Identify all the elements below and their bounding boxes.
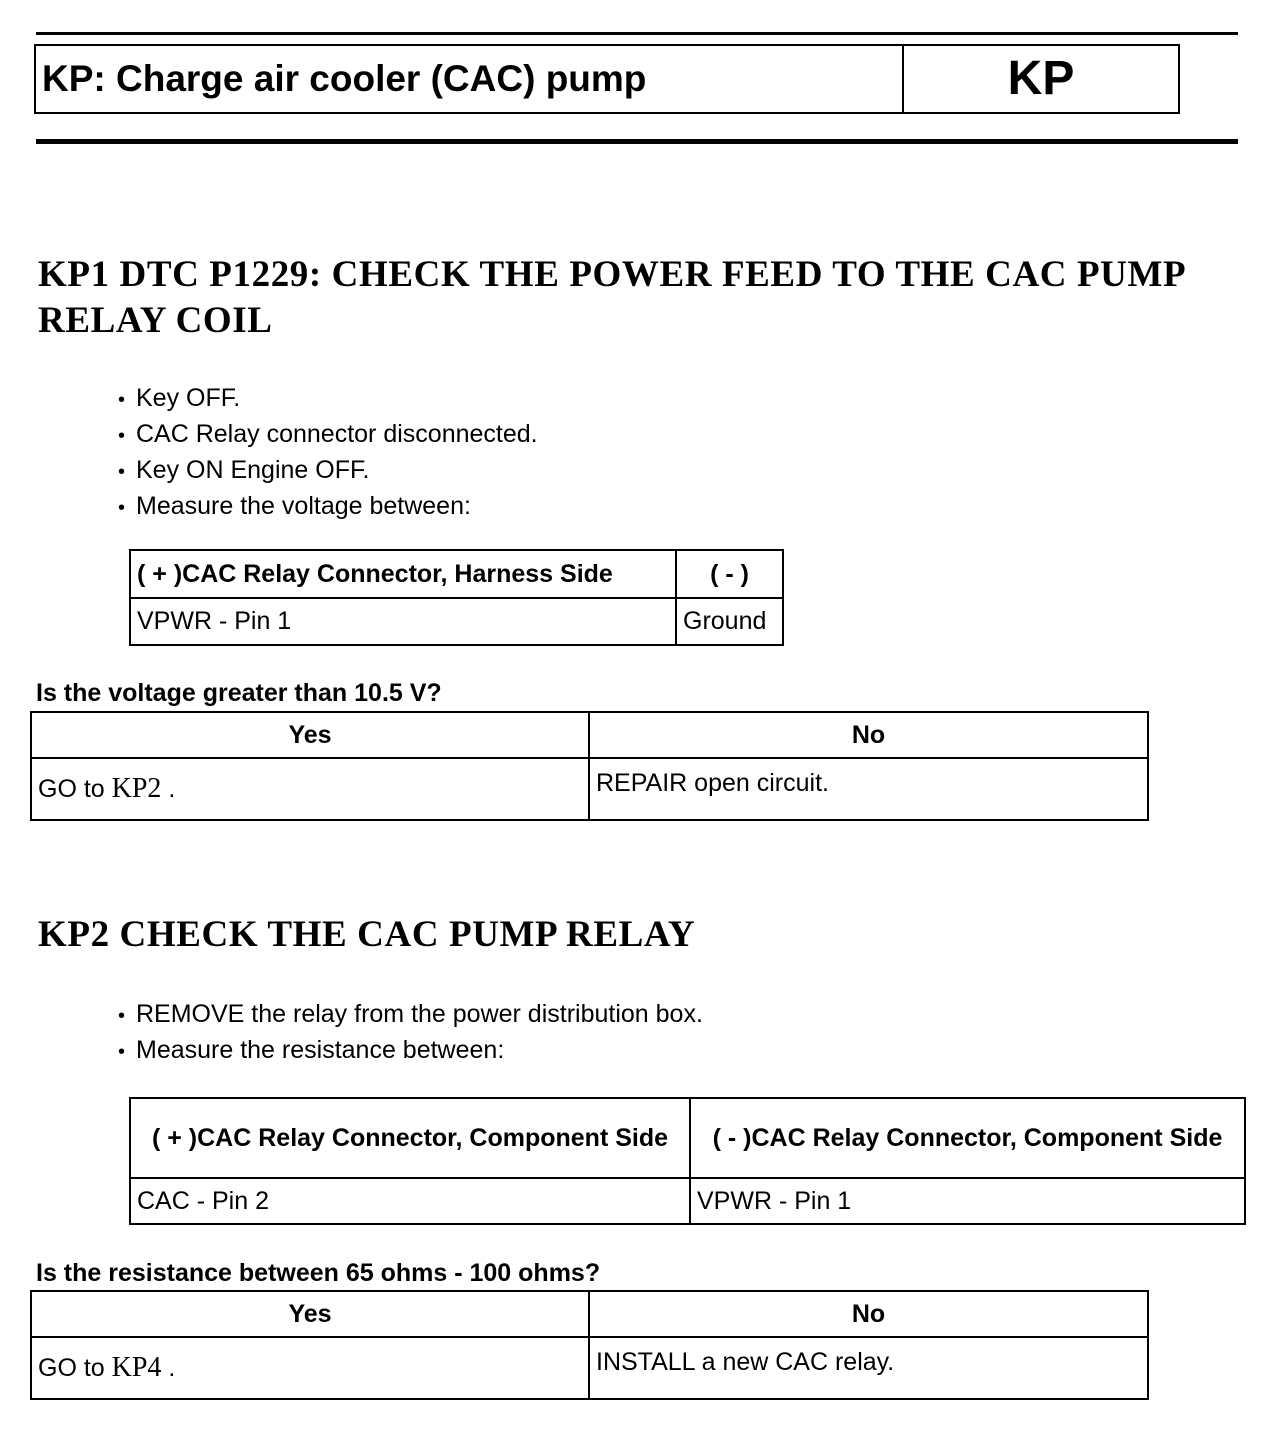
kp1-yes-action xyxy=(31,758,589,820)
kp1-no-action: REPAIR open circuit. xyxy=(589,758,1148,820)
kp2-yes-header: Yes xyxy=(31,1291,589,1337)
page-title: KP: Charge air cooler (CAC) pump xyxy=(36,46,904,112)
kp1-answer-table xyxy=(30,711,1149,821)
kp1-measurement-table xyxy=(129,549,784,646)
kp1-title-line2: RELAY COIL xyxy=(38,300,273,341)
kp1-title xyxy=(38,252,1186,344)
kp2-title: KP2 CHECK THE CAC PUMP RELAY xyxy=(38,914,696,955)
kp1-question: Is the voltage greater than 10.5 V? xyxy=(36,679,442,707)
kp2-no-header: No xyxy=(589,1291,1148,1337)
kp2-instructions xyxy=(118,997,703,1069)
kp2-link[interactable]: KP2 xyxy=(111,773,162,804)
kp1-positive-header: ( + )CAC Relay Connector, Harness Side xyxy=(130,550,676,598)
kp1-instruction: • CAC Relay connector disconnected. xyxy=(118,417,538,453)
kp2-negative-value: VPWR - Pin 1 xyxy=(690,1178,1245,1224)
kp1-no-header: No xyxy=(589,712,1148,758)
kp2-instruction: • Measure the resistance between: xyxy=(118,1033,703,1069)
kp1-negative-header: ( - ) xyxy=(676,550,783,598)
kp1-instruction: • Key ON Engine OFF. xyxy=(118,453,538,489)
kp2-yes-prefix: GO to xyxy=(38,1354,105,1382)
kp1-instructions xyxy=(118,381,538,525)
section-code: KP xyxy=(1007,52,1075,105)
kp2-positive-header: ( + )CAC Relay Connector, Component Side xyxy=(130,1098,690,1178)
kp1-negative-value: Ground xyxy=(676,598,783,645)
kp2-positive-value: CAC - Pin 2 xyxy=(130,1178,690,1224)
kp2-negative-header: ( - )CAC Relay Connector, Component Side xyxy=(690,1098,1245,1178)
page-header xyxy=(34,44,1180,114)
header-bottom-rule xyxy=(36,139,1238,144)
kp2-no-action: INSTALL a new CAC relay. xyxy=(589,1337,1148,1399)
kp1-yes-suffix: . xyxy=(168,775,176,803)
kp1-yes-header: Yes xyxy=(31,712,589,758)
kp2-answer-table xyxy=(30,1290,1149,1400)
top-rule xyxy=(36,32,1238,35)
kp2-yes-action xyxy=(31,1337,589,1399)
kp2-yes-suffix: . xyxy=(168,1354,176,1382)
kp2-question: Is the resistance between 65 ohms - 100 ohms? xyxy=(36,1259,601,1287)
kp1-instruction: • Key OFF. xyxy=(118,381,538,417)
kp1-title-line1: KP1 DTC P1229: CHECK THE POWER FEED TO THE CAC PUMP xyxy=(38,254,1187,295)
kp4-link[interactable]: KP4 xyxy=(111,1352,162,1383)
kp2-instruction: • REMOVE the relay from the power distribution box. xyxy=(118,997,703,1033)
kp2-measurement-table xyxy=(129,1097,1246,1225)
kp1-yes-prefix: GO to xyxy=(38,775,105,803)
kp1-instruction: • Measure the voltage between: xyxy=(118,489,538,525)
kp1-positive-value: VPWR - Pin 1 xyxy=(130,598,676,645)
